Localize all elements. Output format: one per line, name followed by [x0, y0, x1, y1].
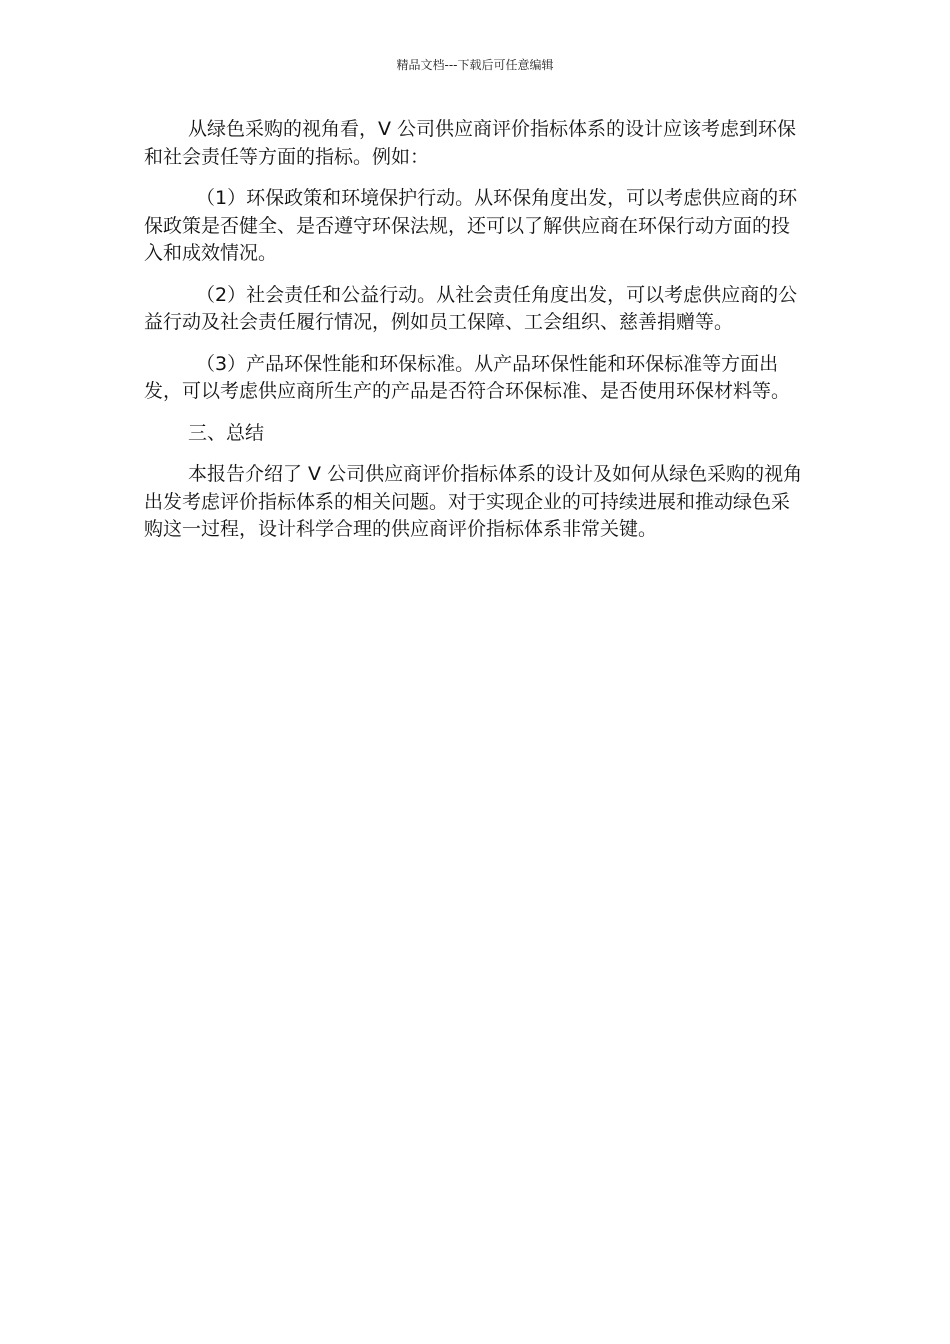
conclusion-paragraph: 本报告介绍了 V 公司供应商评价指标体系的设计及如何从绿色采购的视角出发考虑评价指标体系的相关问题。对于实现企业的可持续进展和推动绿色采购这一过程，设计科学合理的供应商评价指标体系非常关键。 — [144, 463, 803, 540]
list-item-3: （3）产品环保性能和环保标准。从产品环保性能和环保标准等方面出发，可以考虑供应商所生产的产品是否符合环保标准、是否使用环保材料等。 — [144, 352, 791, 402]
section-heading: 三、总结 — [188, 421, 265, 444]
list-item-1: （1）环保政策和环境保护行动。从环保角度出发，可以考虑供应商的环保政策是否健全、是否遵守环保法规，还可以了解供应商在环保行动方面的投入和成效情况。 — [144, 187, 798, 264]
list-item-2: （2）社会责任和公益行动。从社会责任角度出发，可以考虑供应商的公益行动及社会责任履行情况，例如员工保障、工会组织、慈善捐赠等。 — [144, 283, 798, 333]
document-body — [144, 116, 806, 558]
intro-paragraph: 从绿色采购的视角看，V 公司供应商评价指标体系的设计应该考虑到环保和社会责任等方面的指标。例如： — [144, 118, 797, 168]
page-header: 精品文档---下载后可任意编辑 — [396, 58, 554, 72]
